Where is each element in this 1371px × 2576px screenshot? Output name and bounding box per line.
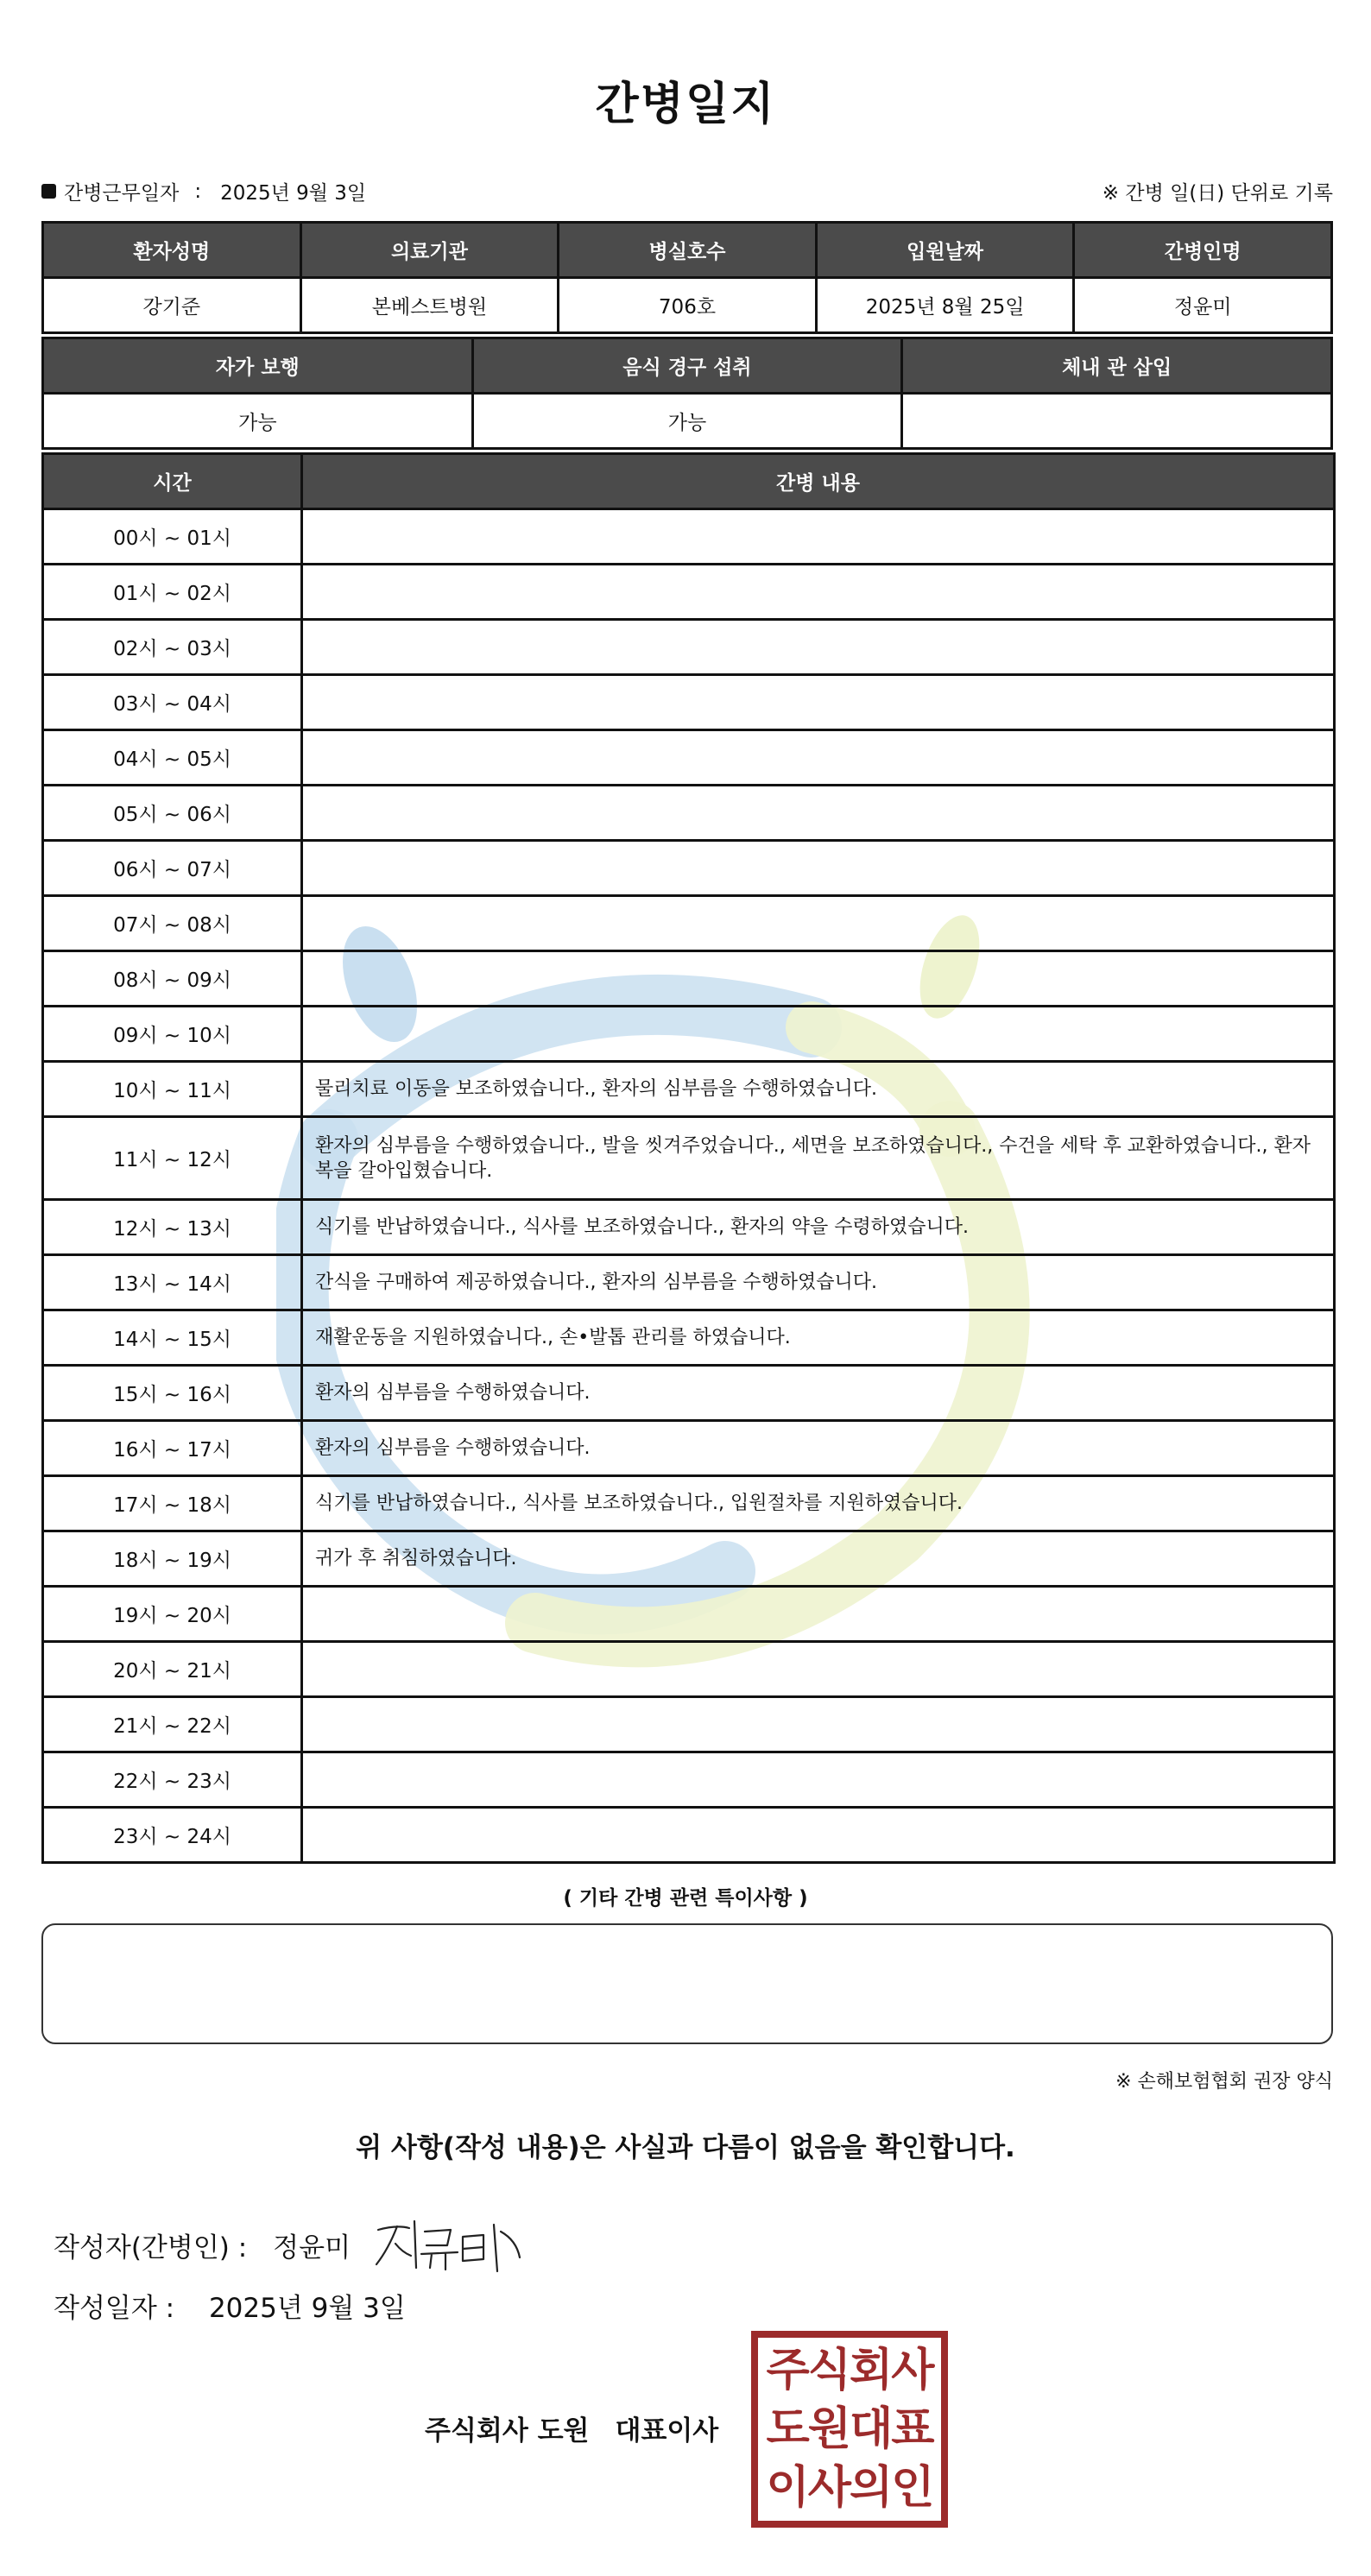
written-date-row [54, 2286, 406, 2325]
care-log-row [43, 896, 1335, 951]
log-content-cell: 물리치료 이동을 보조하였습니다., 환자의 심부름을 수행하였습니다. [302, 1062, 1335, 1117]
handwritten-signature [371, 2214, 527, 2275]
patient-info-header-row [43, 223, 1332, 278]
log-content-cell [302, 1752, 1335, 1808]
log-time-cell: 22시 ~ 23시 [43, 1752, 302, 1808]
oral-intake-value: 가능 [472, 394, 902, 449]
log-time-cell: 19시 ~ 20시 [43, 1587, 302, 1642]
caregiver-name-value: 정윤미 [1074, 278, 1332, 333]
writer-name: 정윤미 [273, 2232, 351, 2263]
care-log-body [43, 509, 1335, 1863]
company-title: 대표이사 [615, 2415, 719, 2447]
admission-date-value: 2025년 8월 25일 [816, 278, 1074, 333]
log-time-cell: 00시 ~ 01시 [43, 509, 302, 565]
log-time-cell: 12시 ~ 13시 [43, 1200, 302, 1255]
writer-label: 작성자(간병인) : [54, 2232, 248, 2263]
writer-row [54, 2220, 527, 2269]
care-log-row [43, 1587, 1335, 1642]
log-content-cell [302, 730, 1335, 786]
memo-title: ( 기타 간병 관련 특이사항 ) [563, 1887, 808, 1910]
log-time-cell: 05시 ~ 06시 [43, 786, 302, 841]
self-walking-value: 가능 [43, 394, 473, 449]
log-content-cell [302, 1007, 1335, 1062]
recommended-form-note: ※ 손해보험협회 권장 양식 [1115, 2071, 1333, 2093]
company-name: 주식회사 도원 [425, 2415, 590, 2447]
log-time-cell: 17시 ~ 18시 [43, 1476, 302, 1531]
log-content-cell: 재활운동을 지원하였습니다., 손•발톱 관리를 하였습니다. [302, 1310, 1335, 1366]
log-time-cell: 01시 ~ 02시 [43, 565, 302, 620]
log-content-cell [302, 841, 1335, 896]
log-content-cell [302, 1697, 1335, 1752]
care-log-row [43, 509, 1335, 565]
care-log-row [43, 786, 1335, 841]
log-time-cell: 10시 ~ 11시 [43, 1062, 302, 1117]
care-log-row [43, 1808, 1335, 1863]
written-date-label: 작성일자 : [54, 2293, 175, 2324]
header-time: 시간 [43, 454, 302, 509]
patient-status-header-row [43, 338, 1332, 394]
patient-name-value: 강기준 [43, 278, 301, 333]
confirmation-statement: 위 사항(작성 내용)은 사실과 다름이 없음을 확인합니다. [356, 2132, 1015, 2163]
patient-info-table [41, 221, 1333, 334]
care-log-row [43, 1200, 1335, 1255]
care-log-row [43, 1697, 1335, 1752]
log-time-cell: 16시 ~ 17시 [43, 1421, 302, 1476]
seal-line: 이사의인 [766, 2462, 933, 2514]
care-log-row [43, 1255, 1335, 1310]
log-content-cell: 식기를 반납하였습니다., 식사를 보조하였습니다., 환자의 약을 수령하였습니다. [302, 1200, 1335, 1255]
header-oral-intake: 음식 경구 섭취 [472, 338, 902, 394]
log-time-cell: 14시 ~ 15시 [43, 1310, 302, 1366]
care-log-row [43, 951, 1335, 1007]
log-content-cell [302, 620, 1335, 675]
care-log-row [43, 565, 1335, 620]
header-hospital: 의료기관 [300, 223, 559, 278]
log-content-cell: 간식을 구매하여 제공하였습니다., 환자의 심부름을 수행하였습니다. [302, 1255, 1335, 1310]
company-seal-stamp [751, 2331, 948, 2528]
work-date-label: 간병근무일자 [64, 182, 180, 205]
care-log-row [43, 1531, 1335, 1587]
care-log-row [43, 1476, 1335, 1531]
log-time-cell: 03시 ~ 04시 [43, 675, 302, 730]
log-content-cell [302, 509, 1335, 565]
care-log-row [43, 1642, 1335, 1697]
care-log-row [43, 1310, 1335, 1366]
log-time-cell: 13시 ~ 14시 [43, 1255, 302, 1310]
log-content-cell: 환자의 심부름을 수행하였습니다. [302, 1366, 1335, 1421]
log-time-cell: 20시 ~ 21시 [43, 1642, 302, 1697]
care-log-row [43, 1007, 1335, 1062]
special-notes-box [41, 1923, 1333, 2044]
log-time-cell: 08시 ~ 09시 [43, 951, 302, 1007]
work-date-value: 2025년 9월 3일 [220, 182, 367, 205]
header-tube-insertion: 체내 관 삽입 [902, 338, 1332, 394]
care-log-row [43, 1117, 1335, 1200]
log-content-cell: 환자의 심부름을 수행하였습니다. [302, 1421, 1335, 1476]
hospital-value: 본베스트병원 [300, 278, 559, 333]
header-patient-name: 환자성명 [43, 223, 301, 278]
log-time-cell: 02시 ~ 03시 [43, 620, 302, 675]
log-content-cell [302, 951, 1335, 1007]
written-date-value: 2025년 9월 3일 [208, 2293, 406, 2324]
seal-line: 도원대표 [766, 2403, 933, 2455]
log-time-cell: 07시 ~ 08시 [43, 896, 302, 951]
log-time-cell: 06시 ~ 07시 [43, 841, 302, 896]
header-caregiver-name: 간병인명 [1074, 223, 1332, 278]
patient-info-value-row [43, 278, 1332, 333]
care-log-row [43, 1752, 1335, 1808]
patient-status-value-row [43, 394, 1332, 449]
header-room-number: 병실호수 [559, 223, 817, 278]
header-admission-date: 입원날짜 [816, 223, 1074, 278]
header-self-walking: 자가 보행 [43, 338, 473, 394]
log-time-cell: 21시 ~ 22시 [43, 1697, 302, 1752]
care-log-row [43, 841, 1335, 896]
care-log-row [43, 620, 1335, 675]
care-log-row [43, 1366, 1335, 1421]
log-time-cell: 09시 ~ 10시 [43, 1007, 302, 1062]
meta-row [41, 177, 1333, 208]
log-content-cell [302, 565, 1335, 620]
log-content-cell [302, 1642, 1335, 1697]
log-time-cell: 11시 ~ 12시 [43, 1117, 302, 1200]
care-log-row [43, 675, 1335, 730]
seal-line: 주식회사 [766, 2345, 933, 2396]
log-content-cell [302, 896, 1335, 951]
daily-record-note: ※ 간병 일(日) 단위로 기록 [1102, 182, 1333, 205]
care-log-row [43, 1062, 1335, 1117]
work-date-separator: : [194, 180, 202, 203]
log-time-cell: 15시 ~ 16시 [43, 1366, 302, 1421]
company-signature-line [425, 2409, 718, 2447]
log-time-cell: 18시 ~ 19시 [43, 1531, 302, 1587]
page-title: 간병일지 [595, 79, 776, 130]
log-time-cell: 23시 ~ 24시 [43, 1808, 302, 1863]
log-content-cell [302, 1587, 1335, 1642]
care-log-table [41, 452, 1336, 1864]
room-number-value: 706호 [559, 278, 817, 333]
bullet-square-icon [41, 184, 56, 199]
care-log-row [43, 730, 1335, 786]
log-content-cell [302, 786, 1335, 841]
log-content-cell: 환자의 심부름을 수행하였습니다., 발을 씻겨주었습니다., 세면을 보조하였습니다., 수건을 세탁 후 교환하였습니다., 환자복을 갈아입혔습니다. [302, 1117, 1335, 1200]
work-date-group [41, 177, 366, 205]
care-log-header-row [43, 454, 1335, 509]
log-content-cell: 귀가 후 취침하였습니다. [302, 1531, 1335, 1587]
log-content-cell [302, 675, 1335, 730]
tube-insertion-value [902, 394, 1332, 449]
patient-status-table [41, 337, 1333, 450]
log-time-cell: 04시 ~ 05시 [43, 730, 302, 786]
header-care-content: 간병 내용 [302, 454, 1335, 509]
log-content-cell: 식기를 반납하였습니다., 식사를 보조하였습니다., 입원절차를 지원하였습니다. [302, 1476, 1335, 1531]
care-log-row [43, 1421, 1335, 1476]
log-content-cell [302, 1808, 1335, 1863]
